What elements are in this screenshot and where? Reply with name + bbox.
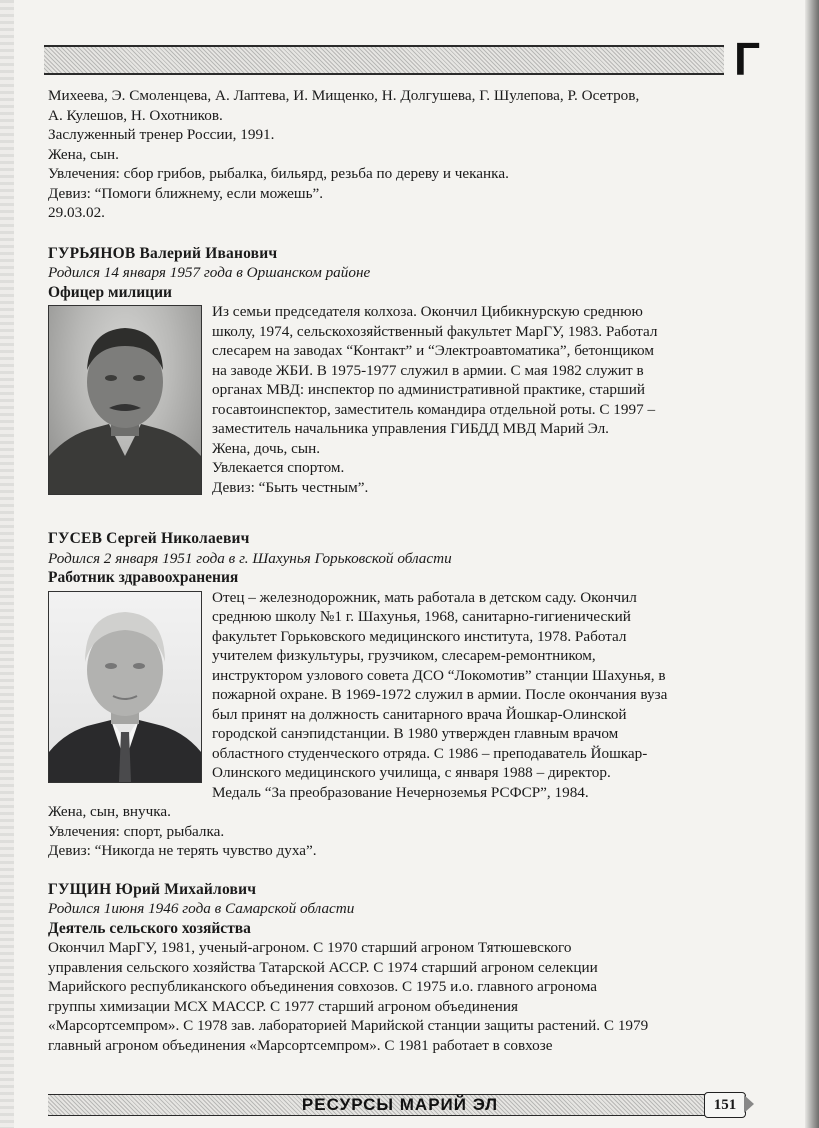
bio-birth: Родился 14 января 1957 года в Оршанском районе [48, 264, 371, 281]
portrait-photo [48, 305, 202, 495]
bio-text-line: факультет Горьковского медицинского института, 1978. Работал [212, 627, 627, 645]
bio-gushchin [48, 880, 758, 1056]
bio-text-line: Девиз: “Никогда не терять чувство духа”. [48, 842, 317, 859]
bio-text-line: городской санэпидстанции. В 1980 утвержден главным врачом [212, 725, 619, 742]
intro-line: Михеева, Э. Смоленцева, А. Лаптева, И. Мищенко, Н. Долгушева, Г. Шулепова, Р. Осетров, [48, 87, 640, 104]
bio-text-line: Марийского республиканского объединения совхозов. С 1975 и.о. главного агронома [48, 978, 597, 995]
bio-text-line: «Марсортсемпром». С 1978 зав. лабораторией Марийской станции защиты растений. С 1979 [48, 1017, 649, 1034]
intro-line: Жена, сын. [48, 145, 119, 163]
bio-text-line: Отец – железнодорожник, мать работала в детском саду. Окончил [212, 588, 637, 606]
page-content [48, 86, 758, 1055]
bio-text-line: был принят на должность санитарного врача Йошкар-Олинской [212, 705, 627, 723]
bio-birth: Родился 2 января 1951 года в г. Шахунья Горьковской области [48, 549, 452, 567]
bio-text-line: Девиз: “Быть честным”. [212, 478, 369, 496]
bio-text-line: среднюю школу №1 г. Шахунья, 1968, санитарно-гигиенический [212, 608, 631, 625]
bio-text-line: Увлечения: спорт, рыбалка. [48, 822, 225, 840]
bio-text-line: Окончил МарГУ, 1981, ученый-агроном. С 1970 старший агроном Тятюшевского [48, 939, 572, 956]
bio-text-line: слесарем на заводах “Контакт” и “Электроавтоматика”, бетонщиком [212, 342, 654, 359]
intro-line: 29.03.02. [48, 204, 105, 221]
bio-text-line: Увлекается спортом. [212, 459, 345, 476]
footer-title: РЕСУРСЫ МАРИЙ ЭЛ [301, 1095, 499, 1114]
bio-profession: Офицер милиции [48, 283, 172, 301]
intro-line: Заслуженный тренер России, 1991. [48, 126, 275, 143]
section-letter: Г [733, 33, 761, 85]
bio-text-line: Из семьи председателя колхоза. Окончил Цибикнурскую среднюю [212, 303, 643, 320]
bio-profession: Работник здравоохранения [48, 569, 239, 586]
bio-text-line: на заводе ЖБИ. В 1975-1977 служил в армии. С мая 1982 служит в [212, 361, 644, 379]
bio-text-line: школу, 1974, сельскохозяйственный факультет МарГУ, 1983. Работал [212, 322, 658, 340]
bio-profession: Деятель сельского хозяйства [48, 919, 251, 937]
bio-text-line: заместитель начальника управления ГИБДД МВД Марий Эл. [212, 420, 609, 437]
intro-line: Увлечения: сбор грибов, рыбалка, бильярд, резьба по дереву и чеканка. [48, 165, 509, 182]
bio-text-line: госавтоинспектор, заместитель командира отдельной роты. С 1997 – [212, 400, 656, 418]
bio-gusev [48, 529, 758, 861]
page-edge-right [805, 0, 819, 1128]
bio-name: ГУСЕВ Сергей Николаевич [48, 530, 250, 547]
bio-text-line: Олинского медицинского училища, с января 1988 – директор. [212, 764, 611, 781]
bio-text-line: областного студенческого отряда. С 1986 – преподаватель Йошкар- [212, 744, 648, 762]
bio-text-line: органах МВД: инспектор по административной практике, старший [212, 381, 645, 398]
page-arrow-icon [744, 1095, 754, 1113]
bio-name: ГУРЬЯНОВ Валерий Иванович [48, 244, 278, 262]
bio-text-line: учителем физкультуры, грузчиком, слесарем-ремонтником, [212, 647, 596, 664]
intro-line: А. Кулешов, Н. Охотников. [48, 106, 223, 124]
portrait-photo [48, 591, 202, 783]
page-edge-left [0, 0, 14, 1128]
intro-section [48, 86, 758, 223]
bio-text-line: Медаль “За преобразование Нечерноземья РСФСР”, 1984. [212, 783, 589, 801]
bio-name: ГУЩИН Юрий Михайлович [48, 880, 257, 898]
bio-text-line: инструктором узлового совета ДСО “Локомотив” станции Шахунья, в [212, 666, 666, 684]
bio-birth: Родился 1июня 1946 года в Самарской области [48, 900, 355, 917]
bio-text-line: управления сельского хозяйства Татарской АССР. С 1974 старший агроном селекции [48, 958, 598, 976]
page-number: 151 [704, 1092, 746, 1118]
intro-line: Девиз: “Помоги ближнему, если можешь”. [48, 184, 324, 202]
bio-text-line: Жена, сын, внучка. [48, 803, 171, 820]
bio-text-line: группы химизации МСХ МАССР. С 1977 старший агроном объединения [48, 997, 519, 1015]
bio-text-line: пожарной охране. В 1969-1972 служил в армии. После окончания вуза [212, 686, 668, 703]
bio-text-line: Жена, дочь, сын. [212, 439, 320, 457]
header-band [44, 45, 724, 75]
bio-text-line: главный агроном объединения «Марсортсемпром». С 1981 работает в совхозе [48, 1036, 553, 1054]
bio-guryanov [48, 244, 758, 498]
